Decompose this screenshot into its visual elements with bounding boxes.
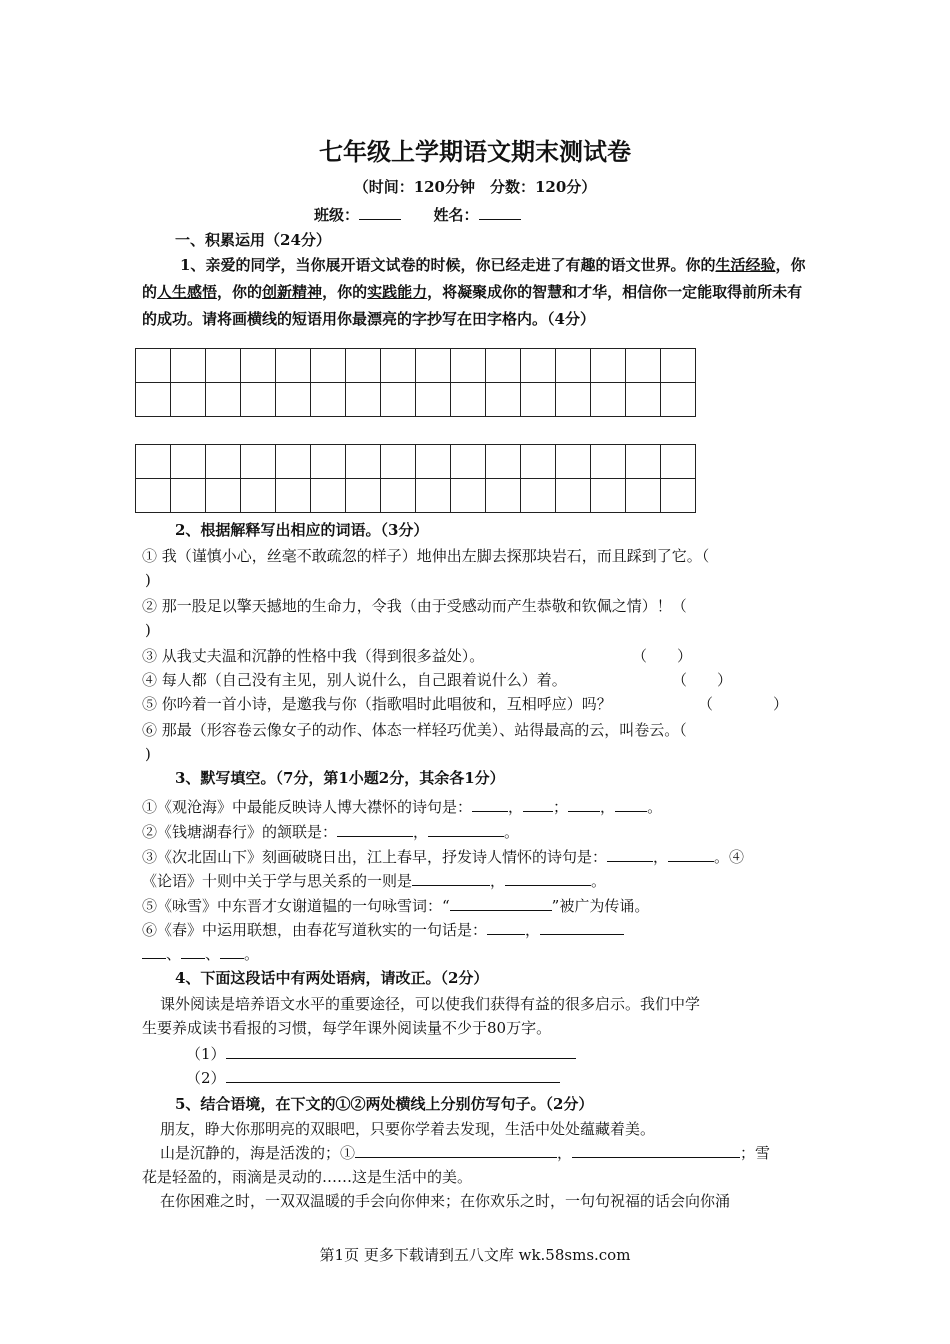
q2-item-4: ④ 每人都（自己没有主见，别人说什么，自己跟着说什么）着。 — [142, 671, 567, 689]
grid-cell[interactable] — [626, 445, 661, 479]
q2-item-4-answer[interactable]: （ ） — [672, 671, 733, 689]
blank[interactable] — [540, 918, 624, 935]
q2-item-3-answer[interactable]: （ ） — [632, 647, 693, 665]
q3-line-2: ②《钱塘湖春行》的颔联是： ， 。 — [142, 820, 519, 844]
q4-answer-2: （2） — [186, 1066, 560, 1090]
grid-cell[interactable] — [661, 445, 696, 479]
q3-line-6-cont: 、 、 。 — [142, 942, 259, 966]
page-title: 七年级上学期语文期末测试卷 — [319, 137, 631, 166]
grid-cell[interactable] — [276, 479, 311, 513]
q4-heading: 4、下面这段话中有两处语病，请改正。（2分） — [175, 969, 489, 987]
grid-cell[interactable] — [486, 349, 521, 383]
grid-cell[interactable] — [556, 383, 591, 417]
q2-heading: 2、根据解释写出相应的词语。（3分） — [175, 521, 429, 539]
blank[interactable] — [220, 942, 244, 959]
subtitle: （时间：120分钟 分数：120分） — [353, 178, 597, 196]
blank[interactable] — [487, 918, 525, 935]
underlined-phrase-2: 人生感悟 — [157, 283, 218, 301]
q5-line-3: 花是轻盈的，雨滴是灵动的……这是生活中的美。 — [142, 1168, 473, 1186]
grid-cell[interactable] — [136, 383, 171, 417]
grid-cell[interactable] — [416, 349, 451, 383]
q5-heading: 5、结合语境，在下文的①②两处横线上分别仿写句子。（2分） — [175, 1095, 594, 1113]
grid-cell[interactable] — [486, 445, 521, 479]
grid-cell[interactable] — [171, 349, 206, 383]
grid-cell[interactable] — [416, 479, 451, 513]
grid-cell[interactable] — [451, 479, 486, 513]
answer-line[interactable] — [226, 1066, 560, 1083]
grid-cell[interactable] — [591, 445, 626, 479]
underlined-phrase-3: 创新精神 — [262, 283, 323, 301]
grid-cell[interactable] — [661, 383, 696, 417]
blank[interactable] — [142, 942, 166, 959]
blank[interactable] — [523, 795, 553, 812]
q4-passage-line-2: 生要养成读书看报的习惯，每学年课外阅读量不少于80万字。 — [142, 1019, 552, 1037]
grid-cell[interactable] — [311, 479, 346, 513]
grid-cell[interactable] — [206, 479, 241, 513]
writing-grid-1[interactable] — [135, 348, 696, 417]
q4-answer-1: （1） — [186, 1042, 576, 1066]
grid-cell[interactable] — [311, 383, 346, 417]
grid-cell[interactable] — [486, 479, 521, 513]
q3-line-1: ①《观沧海》中最能反映诗人博大襟怀的诗句是： ， ； ， 。 — [142, 795, 662, 819]
writing-grid-2[interactable] — [135, 444, 696, 513]
grid-cell[interactable] — [521, 479, 556, 513]
q2-item-1: ① 我（谨慎小心，丝毫不敢疏忽的样子）地伸出左脚去探那块岩石，而且踩到了它。（ — [142, 547, 710, 565]
grid-cell[interactable] — [171, 383, 206, 417]
grid-cell[interactable] — [591, 479, 626, 513]
blank[interactable] — [505, 869, 591, 886]
grid-cell[interactable] — [241, 479, 276, 513]
q4-passage-line-1: 课外阅读是培养语文水平的重要途径，可以使我们获得有益的很多启示。我们中学 — [160, 995, 701, 1013]
grid-cell[interactable] — [451, 445, 486, 479]
q3-line-4: 《论语》十则中关于学与思关系的一则是 ， 。 — [142, 869, 606, 893]
blank[interactable] — [450, 894, 552, 911]
q2-item-5-answer[interactable]: （ ） — [698, 695, 789, 713]
q5-line-4: 在你困难之时，一双双温暖的手会向你伸来；在你欢乐之时，一句句祝福的话会向你涌 — [160, 1192, 731, 1210]
q5-line-1: 朋友，睁大你那明亮的双眼吧，只要你学着去发现，生活中处处蕴藏着美。 — [160, 1120, 656, 1138]
grid-cell[interactable] — [276, 445, 311, 479]
name-blank[interactable] — [479, 203, 521, 220]
grid-cell[interactable] — [451, 349, 486, 383]
grid-cell[interactable] — [136, 445, 171, 479]
grid-cell[interactable] — [381, 383, 416, 417]
blank[interactable] — [412, 869, 490, 886]
class-name-line — [314, 203, 521, 227]
section-heading: 一、积累运用（24分） — [175, 231, 331, 249]
grid-cell[interactable] — [136, 349, 171, 383]
grid-cell[interactable] — [661, 479, 696, 513]
q2-item-1-paren-close: ) — [145, 571, 151, 589]
grid-cell[interactable] — [416, 383, 451, 417]
q1-paragraph: 1、亲爱的同学，当你展开语文试卷的时候，你已经走进了有趣的语文世界。你的生活经验，你的人生感悟，你的创新精神，你的实践能力，将凝聚成你的智慧和才华，相信你一定能取得前所未有的成功。请将画横线的短语用你最漂亮的字抄写在田字格内。（4分） — [142, 256, 806, 328]
grid-cell[interactable] — [521, 445, 556, 479]
grid-cell[interactable] — [311, 445, 346, 479]
blank[interactable] — [568, 795, 600, 812]
grid-cell[interactable] — [171, 479, 206, 513]
underlined-phrase-1: 生活经验 — [715, 256, 776, 274]
blank[interactable] — [337, 820, 413, 837]
grid-cell[interactable] — [346, 479, 381, 513]
grid-cell[interactable] — [521, 383, 556, 417]
grid-cell[interactable] — [346, 383, 381, 417]
answer-line[interactable] — [226, 1042, 576, 1059]
grid-cell[interactable] — [591, 383, 626, 417]
q3-line-3: ③《次北固山下》刻画破晓日出，江上春早，抒发诗人情怀的诗句是： ， 。④ — [142, 845, 744, 869]
grid-cell[interactable] — [626, 479, 661, 513]
grid-cell[interactable] — [661, 349, 696, 383]
grid-cell[interactable] — [346, 349, 381, 383]
grid-cell[interactable] — [556, 445, 591, 479]
grid-cell[interactable] — [521, 349, 556, 383]
q2-item-6: ⑥ 那最（形容卷云像女子的动作、体态一样轻巧优美）、站得最高的云，叫卷云。（ — [142, 721, 687, 739]
underlined-phrase-4: 实践能力 — [367, 283, 428, 301]
grid-cell[interactable] — [311, 349, 346, 383]
q2-item-3: ③ 从我丈夫温和沉静的性格中我（得到很多益处）。 — [142, 647, 485, 665]
q2-item-5: ⑤ 你吟着一首小诗，是邀我与你（指歌唱时此唱彼和，互相呼应）吗？ — [142, 695, 612, 713]
class-blank[interactable] — [359, 203, 401, 220]
grid-cell[interactable] — [206, 349, 241, 383]
q2-item-6-paren-close: ) — [145, 745, 151, 763]
blank[interactable] — [607, 845, 653, 862]
q5-line-2: 山是沉静的，海是活泼的；① ， ；雪 — [160, 1141, 770, 1165]
blank[interactable] — [668, 845, 714, 862]
grid-cell[interactable] — [276, 349, 311, 383]
class-label: 班级： — [314, 206, 360, 224]
q2-item-2: ② 那一股足以擎天撼地的生命力，令我（由于受感动而产生恭敬和钦佩之情）！（ — [142, 597, 687, 615]
page-footer: 第1页 更多下载请到五八文库 wk.58sms.com — [319, 1246, 631, 1264]
grid-cell[interactable] — [241, 445, 276, 479]
grid-cell[interactable] — [241, 383, 276, 417]
q2-item-2-paren-close: ) — [145, 621, 151, 639]
grid-cell[interactable] — [591, 349, 626, 383]
grid-cell[interactable] — [626, 383, 661, 417]
blank[interactable] — [181, 942, 205, 959]
grid-cell[interactable] — [556, 479, 591, 513]
grid-cell[interactable] — [136, 479, 171, 513]
grid-cell[interactable] — [206, 383, 241, 417]
grid-cell[interactable] — [416, 445, 451, 479]
blank[interactable] — [472, 795, 508, 812]
grid-cell[interactable] — [486, 383, 521, 417]
grid-cell[interactable] — [241, 349, 276, 383]
blank[interactable] — [428, 820, 504, 837]
grid-cell[interactable] — [171, 445, 206, 479]
name-label: 姓名： — [433, 206, 479, 224]
blank[interactable] — [572, 1141, 740, 1158]
grid-cell[interactable] — [451, 383, 486, 417]
grid-cell[interactable] — [381, 349, 416, 383]
blank[interactable] — [615, 795, 647, 812]
grid-cell[interactable] — [381, 445, 416, 479]
grid-cell[interactable] — [381, 479, 416, 513]
q3-heading: 3、默写填空。（7分，第1小题2分，其余各1分） — [175, 769, 505, 787]
grid-cell[interactable] — [206, 445, 241, 479]
blank[interactable] — [355, 1141, 557, 1158]
grid-cell[interactable] — [626, 349, 661, 383]
q3-line-5: ⑤《咏雪》中东晋才女谢道韫的一句咏雪词：“ ”被广为传诵。 — [142, 894, 649, 918]
q3-line-6: ⑥《春》中运用联想，由春花写道秋实的一句话是： ， — [142, 918, 624, 942]
grid-cell[interactable] — [346, 445, 381, 479]
grid-cell[interactable] — [556, 349, 591, 383]
grid-cell[interactable] — [276, 383, 311, 417]
